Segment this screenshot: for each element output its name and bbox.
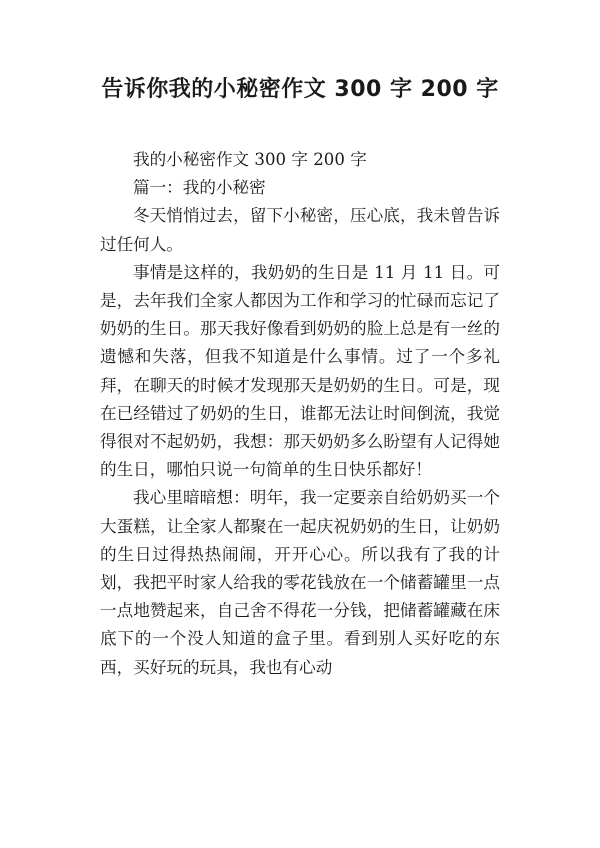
paragraph-2: 事情是这样的，我奶奶的生日是 11 月 11 日。可是，去年我们全家人都因为工作和学习的忙碌而忘记了奶奶的生日。那天我好像看到奶奶的脸上总是有一丝的遗憾和失落，但我不知道是什么事情。过了一个多礼拜，在聊天的时候才发现那天是奶奶的生日。可是，现在已经错过了奶奶的生日，谁都无法让时间倒流，我觉得很对不起奶奶，我想：那天奶奶多么盼望有人记得她的生日，哪怕只说一句简单的生日快乐都好！ <box>100 262 500 480</box>
essay-subtitle: 我的小秘密作文 300 字 200 字 <box>133 150 367 169</box>
paragraph-1: 冬天悄悄过去，留下小秘密，压心底，我未曾告诉过任何人。 <box>100 206 500 254</box>
paragraph-3: 我心里暗暗想：明年，我一定要亲自给奶奶买一个大蛋糕，让全家人都聚在一起庆祝奶奶的生日，让奶奶的生日过得热热闹闹，开开心心。所以我有了我的计划，我把平时家人给我的零花钱放在一个储蓄罐里一点一点地赞起来，自己舍不得花一分钱，把储蓄罐藏在床底下的一个没人知道的盒子里。看到别人买好吃的东西，买好玩的玩具，我也有心动 <box>100 488 500 677</box>
document-title: 告诉你我的小秘密作文 300 字 200 字 <box>101 77 499 102</box>
document-body <box>100 146 500 682</box>
section-heading: 篇一：我的小秘密 <box>133 178 266 198</box>
